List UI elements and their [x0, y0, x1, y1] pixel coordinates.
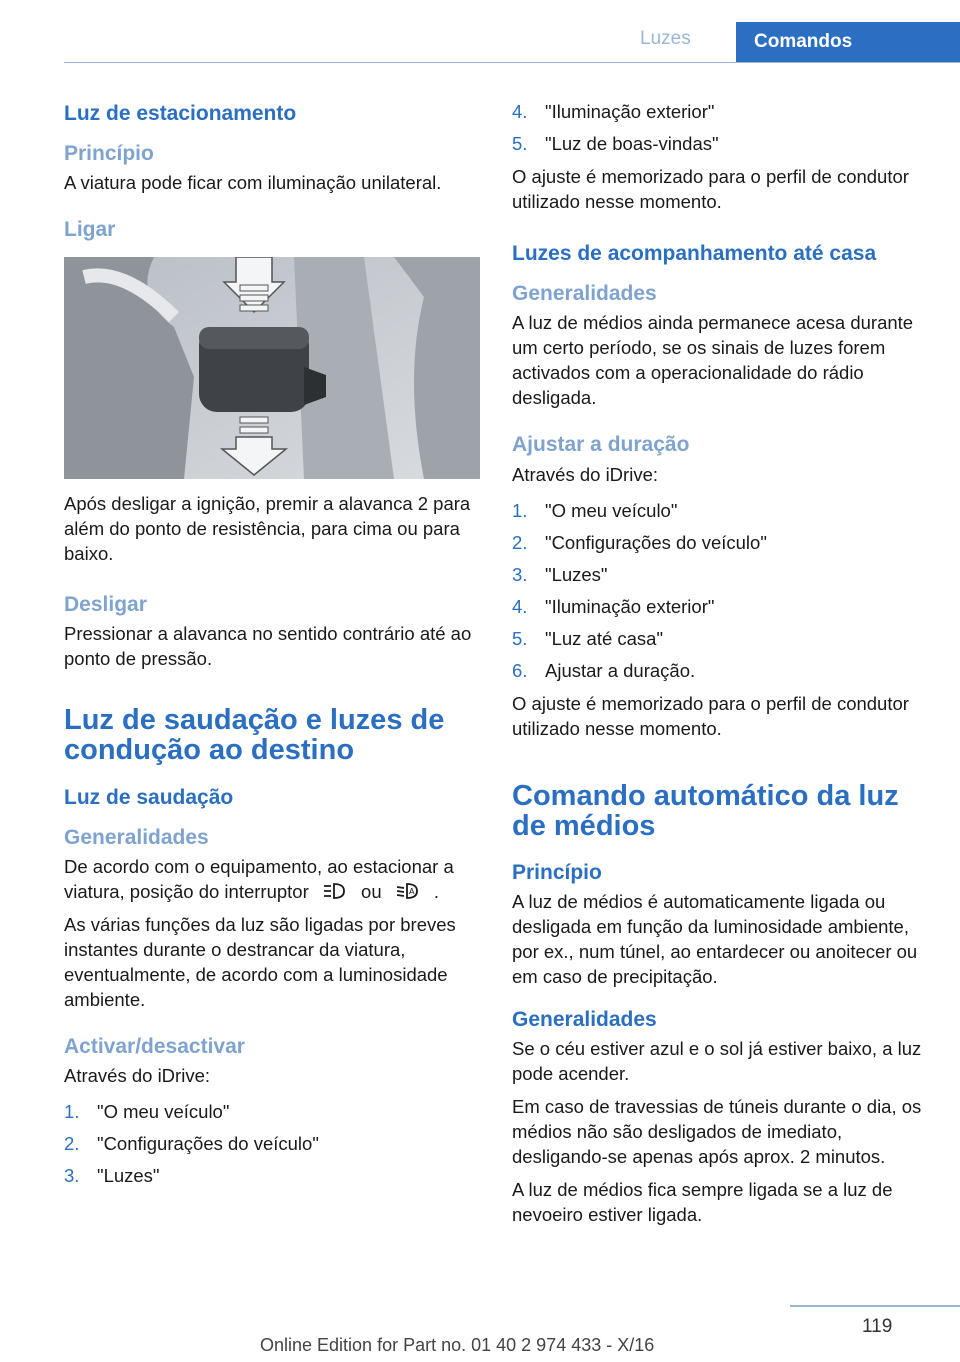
list-item [512, 559, 932, 591]
footer-rule [790, 1305, 960, 1307]
text-auto-4: A luz de médios fica sempre ligada se a luz de nevoeiro estiver ligada. [512, 1178, 893, 1225]
list-item [512, 655, 932, 687]
list-text: "O meu veículo" [545, 499, 678, 521]
header-section-label: Luzes [640, 28, 691, 49]
list-number: 1. [64, 1101, 80, 1123]
parking-light-icon [322, 882, 348, 900]
heading-welcome-light: Luz de saudação [64, 785, 234, 809]
text-auto-2: Se o céu estiver azul e o sol já estiver baixo, a luz pode acender. [512, 1037, 922, 1084]
list-number: 2. [512, 531, 528, 553]
list-number: 2. [64, 1133, 80, 1155]
svg-text:A: A [408, 887, 415, 897]
heading-welcome-light-main: Luz de saudação e luzes de condução ao destino [64, 703, 445, 767]
heading-switch-off: Desligar [64, 592, 147, 616]
list-text: "Luz até casa" [545, 627, 664, 649]
auto-light-icon [395, 882, 421, 900]
heading-activate: Activar/desactivar [64, 1035, 245, 1059]
list-number: 6. [512, 659, 528, 681]
list-text: "Luzes" [97, 1165, 160, 1187]
heading-general-auto: Generalidades [512, 1007, 657, 1031]
text-general-end: . [433, 881, 440, 903]
text-via-idrive: Através do iDrive: [64, 1065, 210, 1087]
steps-list-welcome [64, 1096, 484, 1192]
list-text: "O meu veículo" [97, 1101, 230, 1123]
list-item [512, 591, 932, 623]
text-home: A luz de médios ainda permanece acesa durante um certo período, se os sinais de luzes forem activados com a operacionalidade do rádio desligada. [512, 312, 914, 409]
list-number: 5. [512, 133, 528, 154]
heading-switch-on: Ligar [64, 218, 116, 242]
header-chapter-tab: Comandos [736, 22, 960, 62]
list-item [64, 1096, 484, 1128]
page-number: 119 [862, 1316, 893, 1337]
list-number: 3. [512, 563, 528, 585]
list-text: "Luzes" [545, 563, 608, 585]
list-text: "Iluminação exterior" [545, 101, 715, 122]
list-item [512, 96, 932, 128]
lever-illustration [64, 257, 480, 479]
heading-auto-headlight: Comando automático da luz de médios [512, 779, 899, 843]
heading-parking-light: Luz de estacionamento [64, 102, 297, 125]
text-saved-2: O ajuste é memorizado para o perfil de condutor utilizado nesse momento. [512, 692, 909, 739]
list-number: 3. [64, 1165, 80, 1187]
text-general [64, 854, 484, 904]
right-column [512, 100, 932, 1235]
heading-general-home: Generalidades [512, 282, 657, 306]
list-text: "Configurações do veículo" [97, 1133, 319, 1155]
list-text: Ajustar a duração. [545, 659, 696, 681]
text-via-idrive-2: Através do iDrive: [512, 463, 658, 485]
list-text: "Configurações do veículo" [545, 531, 767, 553]
left-column [64, 100, 484, 1196]
list-number: 4. [512, 101, 528, 122]
list-item [64, 1128, 484, 1160]
lever-image [64, 257, 480, 479]
list-item [512, 623, 932, 655]
text-auto: A luz de médios é automaticamente ligada ou desligada em função da luminosidade ambiente, por ex., num túnel, ao entardecer ou anoitecer ou em caso de precipitação. [512, 890, 918, 987]
list-text: "Iluminação exterior" [545, 595, 715, 617]
header-rule [64, 62, 960, 63]
text-general-2: As várias funções da luz são ligadas por breves instantes durante o destrancar da viatura, eventualmente, de acordo com a luminosidade ambiente. [64, 914, 456, 1011]
text-switch-on: Após desligar a ignição, premir a alavanca 2 para além do ponto de resistência, para cima ou para baixo. [64, 492, 471, 564]
heading-principle: Princípio [64, 142, 154, 166]
list-item [512, 527, 932, 559]
text-general-or: ou [361, 881, 382, 903]
steps-list-welcome-cont [512, 96, 932, 160]
heading-adjust-duration: Ajustar a duração [512, 433, 690, 457]
heading-general: Generalidades [64, 826, 209, 850]
list-item [512, 128, 932, 160]
list-item [512, 495, 932, 527]
text-auto-3: Em caso de travessias de túneis durante o dia, os médios não são desligados de imediato, desligando-se apenas após aprox. 2 minutos. [512, 1095, 922, 1167]
heading-principle-auto: Princípio [512, 860, 602, 884]
list-text: "Luz de boas-vindas" [545, 133, 719, 154]
list-number: 4. [512, 595, 528, 617]
text-general-start: De acordo com o equipamento, ao estacionar a viatura, posição do interruptor [64, 856, 454, 903]
text-saved-1: O ajuste é memorizado para o perfil de condutor utilizado nesse momento. [512, 166, 909, 212]
text-principle: A viatura pode ficar com iluminação unilateral. [64, 172, 442, 194]
edition-note: Online Edition for Part no. 01 40 2 974 433 - X/16 [260, 1335, 655, 1355]
steps-list-home [512, 495, 932, 687]
list-number: 5. [512, 627, 528, 649]
heading-home-lights: Luzes de acompanhamento até casa [512, 242, 877, 265]
list-item [64, 1160, 484, 1192]
list-number: 1. [512, 499, 528, 521]
text-switch-off: Pressionar a alavanca no sentido contrário até ao ponto de pressão. [64, 622, 472, 669]
